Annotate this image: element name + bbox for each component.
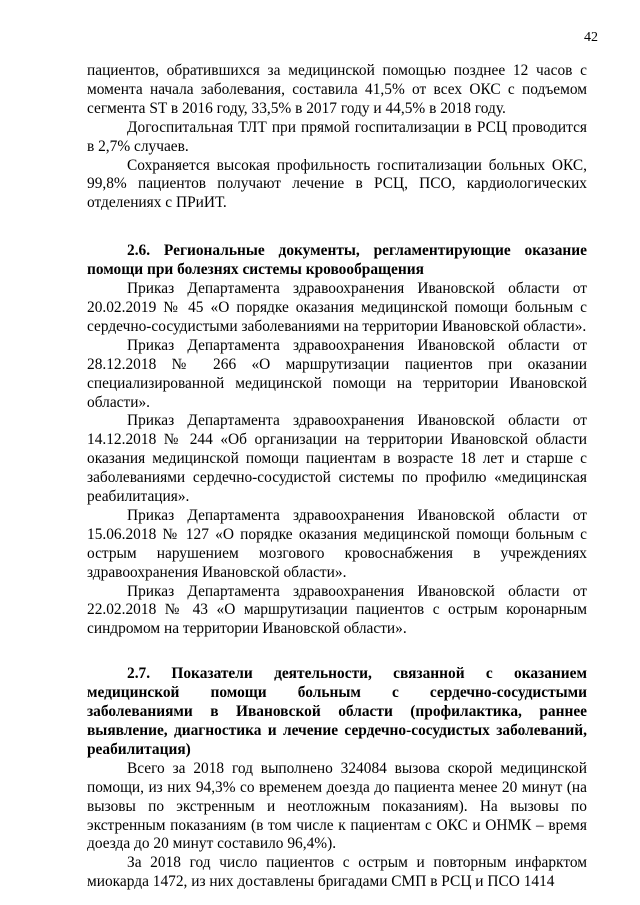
document-body	[87, 62, 587, 892]
list-item: Приказ Департамента здравоохранения Ивановской области от 22.02.2018 № 43 «О маршрутизации пациентов с острым коронарным синдромом на территории Ивановской области».	[87, 582, 587, 638]
section-heading-2-7: 2.7. Показатели деятельности, связанной с оказанием медицинской помощи больным с сердечно-сосудистыми заболеваниями в Ивановской области (профилактика, раннее выявление, диагностика и лечение сердечно-сосудистых заболеваний, реабилитация)	[87, 665, 587, 758]
paragraph: Догоспитальная ТЛТ при прямой госпитализации в РСЦ проводится в 2,7% случаев.	[87, 118, 587, 155]
list-item: Приказ Департамента здравоохранения Ивановской области от 14.12.2018 № 244 «Об организации на территории Ивановской области оказания медицинской помощи пациентам в возрасте 18 лет и старше с заболеваниями сердечно-сосудистой системы по профилю «медицинская реабилитация».	[87, 412, 587, 506]
section-spacer	[87, 213, 587, 242]
page-number: 42	[584, 30, 598, 45]
list-item: Приказ Департамента здравоохранения Ивановской области от 15.06.2018 № 127 «О порядке оказания медицинской помощи больным с острым нарушением мозгового кровоснабжения в учреждениях здравоохранения Ивановской области».	[87, 506, 587, 581]
list-item: Приказ Департамента здравоохранения Ивановской области от 20.02.2019 № 45 «О порядке оказания медицинской помощи больным с сердечно-сосудистыми заболеваниями на территории Ивановской области».	[87, 280, 587, 335]
paragraph: пациентов, обратившихся за медицинской помощью позднее 12 часов с момента начала заболевания, составила 41,5% от всех ОКС с подъемом сегмента ST в 2016 году, 33,5% в 2017 году и 44,5% в 2018 году.	[87, 62, 587, 117]
list-item: Приказ Департамента здравоохранения Ивановской области от 28.12.2018 № 266 «О маршрутизации пациентов при оказании специализированной медицинской помощи на территории Ивановской области».	[87, 336, 587, 411]
section-heading-2-6: 2.6. Региональные документы, регламентирующие оказание помощи при болезнях системы кровообращения	[87, 242, 587, 279]
section-spacer	[87, 639, 587, 665]
paragraph: Сохраняется высокая профильность госпитализации больных ОКС, 99,8% пациентов получают лечение в РСЦ, ПСО, кардиологических отделениях с ПРиИТ.	[87, 156, 587, 212]
paragraph: Всего за 2018 год выполнено 324084 вызова скорой медицинской помощи, из них 94,3% со временем доезда до пациента менее 20 минут (на вызовы по экстренным и неотложным показаниям). На вызовы по экстренным показаниям (в том числе к пациентам с ОКС и ОНМК – время доезда до 20 минут составило 96,4%).	[87, 759, 587, 853]
paragraph: За 2018 год число пациентов с острым и повторным инфарктом миокарда 1472, из них доставлены бригадами СМП в РСЦ и ПСО 1414	[87, 854, 587, 891]
